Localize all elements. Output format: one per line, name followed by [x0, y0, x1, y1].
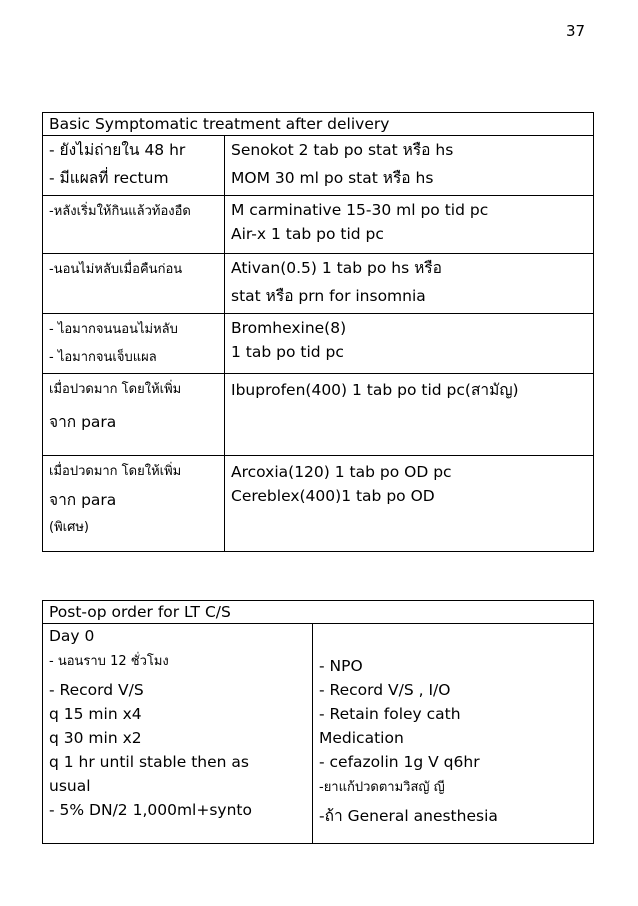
cell-line: - cefazolin 1g V q6hr: [319, 753, 480, 771]
cell-line: - นอนราบ 12 ชั่วโมง: [49, 654, 169, 669]
cell-line: - ไอมากจนเจ็บแผล: [49, 350, 157, 365]
table1-row5-left: [43, 374, 225, 456]
cell-line: - 5% DN/2 1,000ml+synto: [49, 801, 252, 819]
table1-row6-right: [225, 456, 594, 552]
table2-right-cell: [313, 624, 594, 844]
cell-line: -นอนไม่หลับเมื่อคืนก่อน: [49, 262, 183, 277]
cell-line: q 30 min x2: [49, 729, 142, 747]
table1-row3-right: [225, 254, 594, 314]
cell-line: -ถ้า General anesthesia: [319, 807, 498, 825]
cell-line: q 1 hr until stable then as: [49, 753, 249, 771]
cell-line: - มีแผลที่ rectum: [49, 169, 169, 187]
cell-line: - ไอมากจนนอนไม่หลับ: [49, 322, 178, 337]
table2-title: Post-op order for LT C/S: [43, 601, 594, 624]
cell-line: Bromhexine(8): [231, 319, 347, 337]
cell-line: Ativan(0.5) 1 tab po hs หรือ: [231, 259, 442, 277]
page-number: 37: [566, 22, 586, 40]
cell-line: -หลังเริ่มให้กินแล้วท้องอืด: [49, 204, 191, 219]
cell-line: - Record V/S: [49, 681, 144, 699]
cell-line: - Record V/S , I/O: [319, 681, 451, 699]
table1-row1-right: [225, 136, 594, 196]
cell-line: จาก para: [49, 491, 117, 509]
table1-title: Basic Symptomatic treatment after delivery: [43, 113, 594, 136]
cell-line: เมื่อปวดมาก โดยให้เพิ่ม: [49, 464, 182, 479]
table1-row4-left: [43, 314, 225, 374]
cell-line: - ยังไม่ถ่ายใน 48 hr: [49, 141, 186, 159]
cell-line: stat หรือ prn for insomnia: [231, 287, 426, 305]
table1-row6-left: [43, 456, 225, 552]
table1-row2-right: [225, 196, 594, 254]
symptomatic-treatment-table: [42, 112, 594, 552]
table2-left-cell: [43, 624, 313, 844]
cell-line: Air-x 1 tab po tid pc: [231, 225, 384, 243]
cell-line: Cereblex(400)1 tab po OD: [231, 487, 435, 505]
cell-line: จาก para: [49, 413, 117, 431]
cell-line: เมื่อปวดมาก โดยให้เพิ่ม: [49, 382, 182, 397]
cell-line: usual: [49, 777, 91, 795]
table1-row5-right: [225, 374, 594, 456]
table1-row2-left: [43, 196, 225, 254]
cell-line: Ibuprofen(400) 1 tab po tid pc(สามัญ): [231, 381, 519, 399]
cell-line: - Retain foley cath: [319, 705, 461, 723]
cell-line: Medication: [319, 729, 404, 747]
table1-row1-left: [43, 136, 225, 196]
table1-row3-left: [43, 254, 225, 314]
cell-line: (พิเศษ): [49, 520, 89, 535]
cell-line: - NPO: [319, 657, 363, 675]
cell-line: -ยาแก้ปวดตามวิสญั ญี: [319, 780, 445, 795]
cell-line: Arcoxia(120) 1 tab po OD pc: [231, 463, 452, 481]
cell-line: q 15 min x4: [49, 705, 142, 723]
cell-line: Senokot 2 tab po stat หรือ hs: [231, 141, 454, 159]
table1-row4-right: [225, 314, 594, 374]
cell-line: M carminative 15-30 ml po tid pc: [231, 201, 489, 219]
post-op-order-table: [42, 600, 594, 844]
cell-line: MOM 30 ml po stat หรือ hs: [231, 169, 434, 187]
cell-line: Day 0: [49, 627, 95, 645]
cell-line: 1 tab po tid pc: [231, 343, 344, 361]
